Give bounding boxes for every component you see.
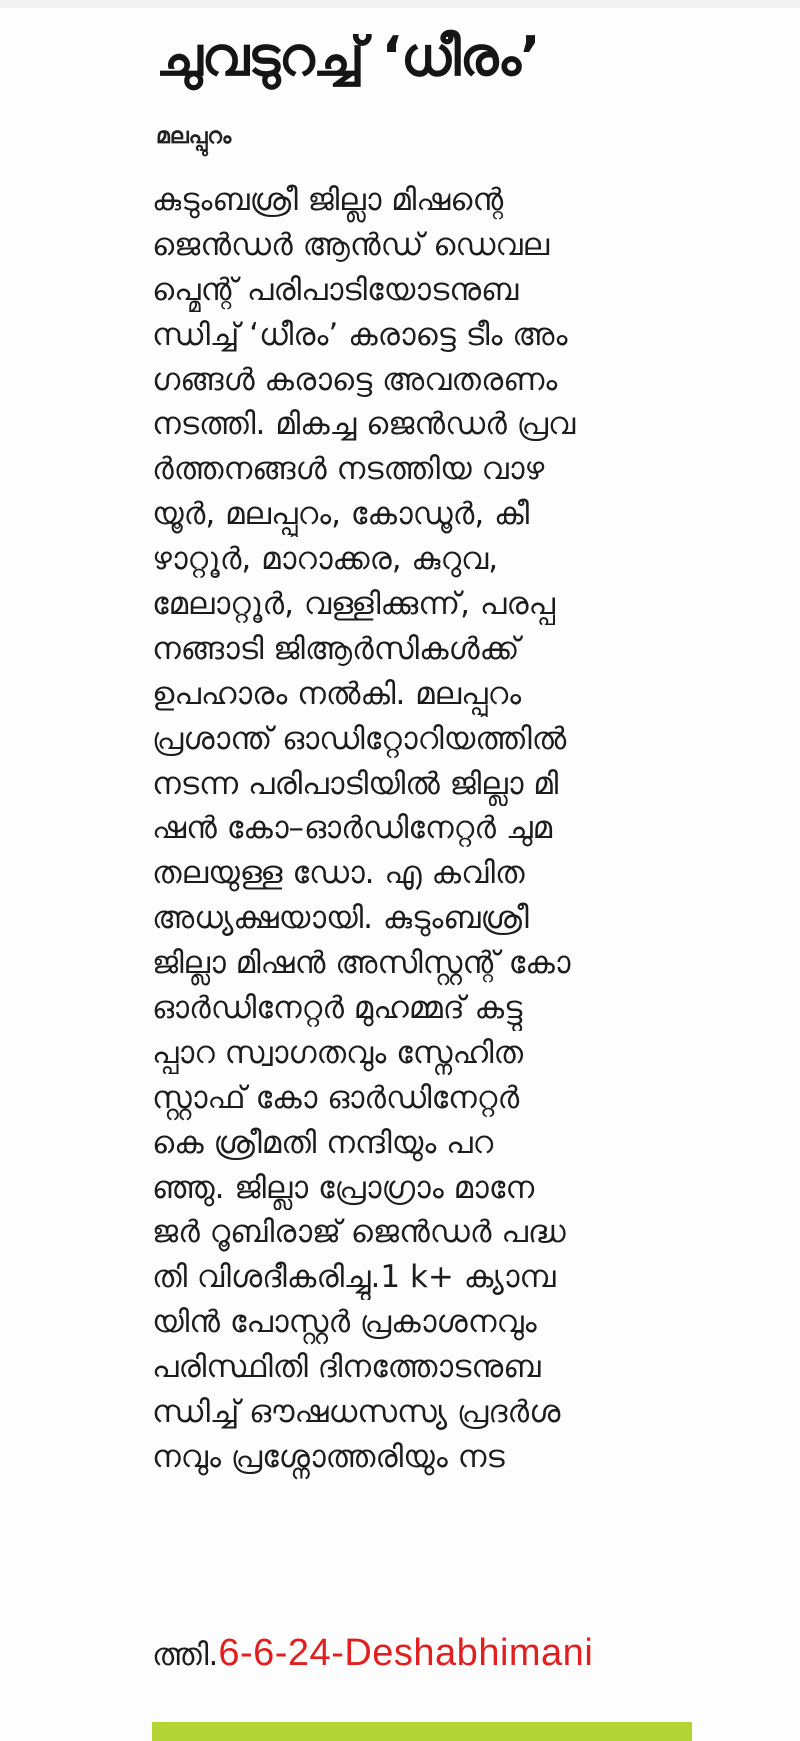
article-line: കുടുംബശ്രീ ജില്ലാ മിഷന്റെ (152, 182, 504, 218)
article-line: പ്രശാന്ത് ഓഡിറ്റോറിയത്തിൽ (152, 720, 567, 757)
dateline: മലപ്പുറം (156, 124, 232, 149)
article-line: ന്ധിച്ച് ‘ധീരം’ കരാട്ടെ ടീം അം (152, 316, 568, 353)
article-line: ഞ്ഞു. ജില്ലാ പ്രോഗ്രാം മാനേ (152, 1169, 535, 1206)
article-line: പ്മെന്റ് പരിപാടിയോടനുബ (152, 271, 519, 308)
article-line: ന്ധിച്ച് ഔഷധസസ്യ പ്രദർശ (152, 1394, 561, 1431)
article-line: നങ്ങാടി ജിആർസികൾക്ക് (152, 630, 520, 667)
article-line: പ്പാറ സ്വാഗതവും സ്നേഹിത (152, 1034, 524, 1071)
headline: ചുവടുറച്ച് ‘ധീരം’ (156, 25, 540, 88)
article-line: തി വിശദീകരിച്ചു.1 k+ ക്യാമ്പ (152, 1259, 556, 1296)
article-last-line (152, 1631, 792, 1677)
article-body (152, 178, 792, 1480)
article-line: മേലാറ്റൂർ, വള്ളിക്കുന്ന്, പരപ്പ (152, 586, 556, 623)
article-line: ജെൻഡർ ആൻഡ് ഡെവല (152, 226, 550, 263)
clipping-top-edge (0, 0, 800, 8)
article-line: ജർ റൂബിരാജ് ജെൻഡർ പദ്ധ (152, 1214, 566, 1251)
article-line: ഓർഡിനേറ്റർ മുഹമ്മദ് കട്ടു (152, 990, 523, 1027)
article-line: തലയുള്ള ഡോ. എ കവിത (152, 855, 525, 892)
article-line: സ്റ്റാഫ് കോ ഓർഡിനേറ്റർ (152, 1079, 520, 1116)
article-last-line-text: ത്തി. (152, 1637, 219, 1673)
article-line: യിൻ പോസ്റ്റർ പ്രകാശനവും (152, 1304, 537, 1341)
article-line: ഴാറ്റൂർ, മാറാക്കര, കുറുവ, (152, 541, 499, 578)
article-line: കെ ശ്രീമതി നന്ദിയും പറ (152, 1124, 494, 1161)
article-line: പരിസ്ഥിതി ദിനത്തോടനുബ (152, 1349, 541, 1386)
article-line: യൂർ, മലപ്പുറം, കോഡൂർ, കീ (152, 496, 530, 533)
article-line: ർത്തനങ്ങൾ നടത്തിയ വാഴ (152, 451, 545, 488)
article-line: നവും പ്രശ്നോത്തരിയും നട (152, 1438, 505, 1475)
article-line: അധ്യക്ഷയായി. കുടുംബശ്രീ (152, 900, 529, 937)
article-line: നടന്ന പരിപാടിയിൽ ജില്ലാ മി (152, 765, 559, 802)
bottom-accent-rule (152, 1722, 692, 1741)
article-line: നടത്തി. മികച്ച ജെൻഡർ പ്രവ (152, 406, 576, 443)
source-date-tag: 6-6-24-Deshabhimani (218, 1632, 594, 1674)
article-line: ഗങ്ങൾ കരാട്ടെ അവതരണം (152, 361, 558, 398)
article-line: ഉപഹാരം നൽകി. മലപ്പുറം (152, 675, 522, 712)
article-line: ജില്ലാ മിഷൻ അസിസ്റ്റന്റ് കോ (152, 945, 571, 982)
article-line: ഷൻ കോ–ഓർഡിനേറ്റർ ചുമ (152, 810, 553, 847)
